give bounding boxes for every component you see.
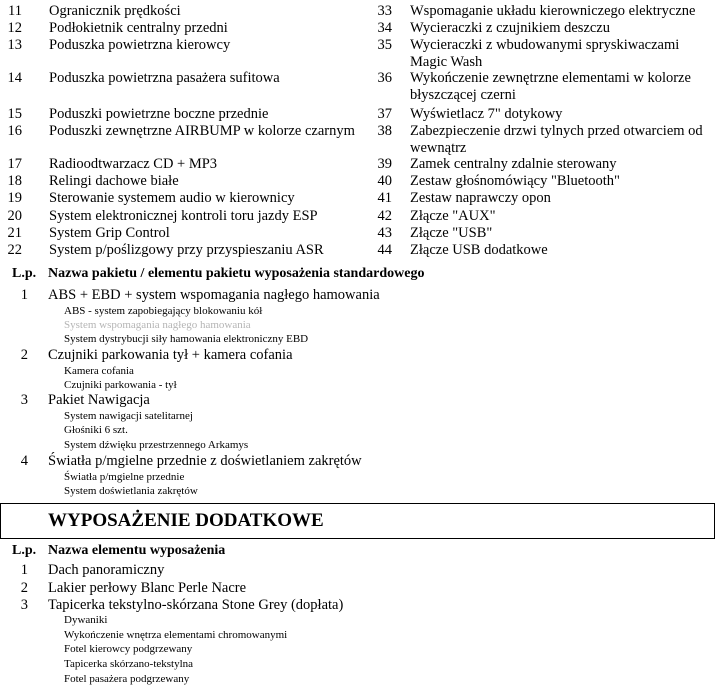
additional-title: Lakier perłowy Blanc Perle Nacre bbox=[48, 580, 247, 596]
additional-title: Dach panoramiczny bbox=[48, 562, 165, 578]
feature-text: Wycieraczki z czujnikiem deszczu bbox=[410, 20, 610, 36]
additional-number: 2 bbox=[20, 580, 28, 596]
feature-text: Radioodtwarzacz CD + MP3 bbox=[49, 156, 218, 172]
feature-number: 42 bbox=[377, 208, 392, 224]
package-subitem: System doświetlania zakrętów bbox=[64, 485, 198, 497]
additional-section-title: WYPOSAŻENIE DODATKOWE bbox=[48, 510, 324, 531]
package-title: Światła p/mgielne przednie z doświetlaniem zakrętów bbox=[48, 453, 362, 469]
additional-subitem: Dywaniki bbox=[64, 614, 108, 626]
feature-text: Wykończenie zewnętrzne elementami w kolorze błyszczącej czerni bbox=[410, 70, 691, 103]
package-subitem: System dystrybucji siły hamowania elektroniczny EBD bbox=[64, 333, 309, 345]
package-subitem: Kamera cofania bbox=[64, 365, 134, 377]
additional-subitem: Fotel kierowcy podgrzewany bbox=[64, 643, 193, 655]
additional-subitem: Wykończenie wnętrza elementami chromowanymi bbox=[64, 629, 288, 641]
feature-text: Wycieraczki z wbudowanymi spryskiwaczami Magic Wash bbox=[410, 37, 680, 70]
feature-number: 13 bbox=[7, 37, 22, 53]
feature-number: 41 bbox=[377, 190, 392, 206]
package-number: 1 bbox=[20, 287, 28, 303]
feature-number: 38 bbox=[377, 123, 392, 139]
feature-number: 17 bbox=[7, 156, 22, 172]
package-subitem: Głośniki 6 szt. bbox=[64, 424, 128, 436]
feature-text: System elektronicznej kontroli toru jazdy ESP bbox=[49, 208, 318, 224]
feature-text: Zestaw głośnomówiący "Bluetooth" bbox=[410, 173, 620, 189]
package-number: 4 bbox=[20, 453, 28, 469]
feature-text: Wyświetlacz 7" dotykowy bbox=[410, 106, 563, 122]
feature-number: 40 bbox=[377, 173, 392, 189]
packages-header-title: Nazwa pakietu / elementu pakietu wyposażenia standardowego bbox=[48, 266, 425, 281]
feature-number: 35 bbox=[377, 37, 392, 53]
additional-number: 1 bbox=[20, 562, 28, 578]
feature-text: Złącze USB dodatkowe bbox=[410, 242, 548, 258]
feature-number: 19 bbox=[7, 190, 22, 206]
feature-text: Relingi dachowe białe bbox=[49, 173, 179, 189]
feature-number: 21 bbox=[7, 225, 22, 241]
feature-number: 22 bbox=[7, 242, 22, 258]
feature-text: Podłokietnik centralny przedni bbox=[49, 20, 228, 36]
feature-text: Poduszki zewnętrzne AIRBUMP w kolorze czarnym bbox=[49, 123, 355, 139]
feature-number: 11 bbox=[8, 3, 22, 19]
package-title: Pakiet Nawigacja bbox=[48, 392, 150, 408]
feature-number: 43 bbox=[377, 225, 392, 241]
additional-subitem: Fotel pasażera podgrzewany bbox=[64, 673, 190, 685]
additional-section-box bbox=[0, 503, 715, 539]
feature-number: 16 bbox=[7, 123, 22, 139]
package-subitem: System wspomagania nagłego hamowania bbox=[64, 319, 251, 331]
feature-number: 12 bbox=[7, 20, 22, 36]
package-subitem: System nawigacji satelitarnej bbox=[64, 410, 193, 422]
additional-header-title: Nazwa elementu wyposażenia bbox=[48, 543, 226, 558]
feature-text: Poduszka powietrzna kierowcy bbox=[49, 37, 231, 53]
additional-number: 3 bbox=[20, 597, 28, 613]
package-number: 3 bbox=[20, 392, 28, 408]
feature-text: Wspomaganie układu kierowniczego elektryczne bbox=[410, 3, 696, 19]
feature-number: 20 bbox=[7, 208, 22, 224]
feature-number: 34 bbox=[377, 20, 392, 36]
feature-number: 36 bbox=[377, 70, 392, 86]
feature-number: 37 bbox=[377, 106, 392, 122]
package-title: Czujniki parkowania tył + kamera cofania bbox=[48, 347, 293, 363]
package-subitem: Światła p/mgielne przednie bbox=[64, 471, 185, 483]
feature-number: 18 bbox=[7, 173, 22, 189]
feature-number: 44 bbox=[377, 242, 392, 258]
feature-text: System p/poślizgowy przy przyspieszaniu ASR bbox=[49, 242, 324, 258]
additional-title: Tapicerka tekstylno-skórzana Stone Grey (dopłata) bbox=[48, 597, 344, 613]
additional-subitem: Tapicerka skórzano-tekstylna bbox=[64, 658, 194, 670]
additional-header-lp: L.p. bbox=[12, 543, 37, 558]
package-subitem: Czujniki parkowania - tył bbox=[64, 379, 177, 391]
feature-number: 14 bbox=[7, 70, 22, 86]
package-number: 2 bbox=[20, 347, 28, 363]
feature-number: 33 bbox=[377, 3, 392, 19]
feature-text: Zabezpieczenie drzwi tylnych przed otwarciem od wewnątrz bbox=[410, 123, 703, 156]
package-subitem: ABS - system zapobiegający blokowaniu kół bbox=[64, 305, 263, 317]
package-title: ABS + EBD + system wspomagania nagłego hamowania bbox=[48, 287, 380, 303]
package-subitem: System dźwięku przestrzennego Arkamys bbox=[64, 439, 249, 451]
feature-number: 39 bbox=[377, 156, 392, 172]
feature-text: System Grip Control bbox=[49, 225, 170, 241]
feature-text: Poduszka powietrzna pasażera sufitowa bbox=[49, 70, 280, 86]
feature-text: Złącze "USB" bbox=[410, 225, 493, 241]
feature-text: Złącze "AUX" bbox=[410, 208, 496, 224]
feature-text: Zamek centralny zdalnie sterowany bbox=[410, 156, 617, 172]
feature-text: Sterowanie systemem audio w kierownicy bbox=[49, 190, 295, 206]
feature-number: 15 bbox=[7, 106, 22, 122]
packages-header-lp: L.p. bbox=[12, 266, 37, 281]
feature-text: Ogranicznik prędkości bbox=[49, 3, 181, 19]
feature-text: Zestaw naprawczy opon bbox=[410, 190, 551, 206]
feature-text: Poduszki powietrzne boczne przednie bbox=[49, 106, 269, 122]
